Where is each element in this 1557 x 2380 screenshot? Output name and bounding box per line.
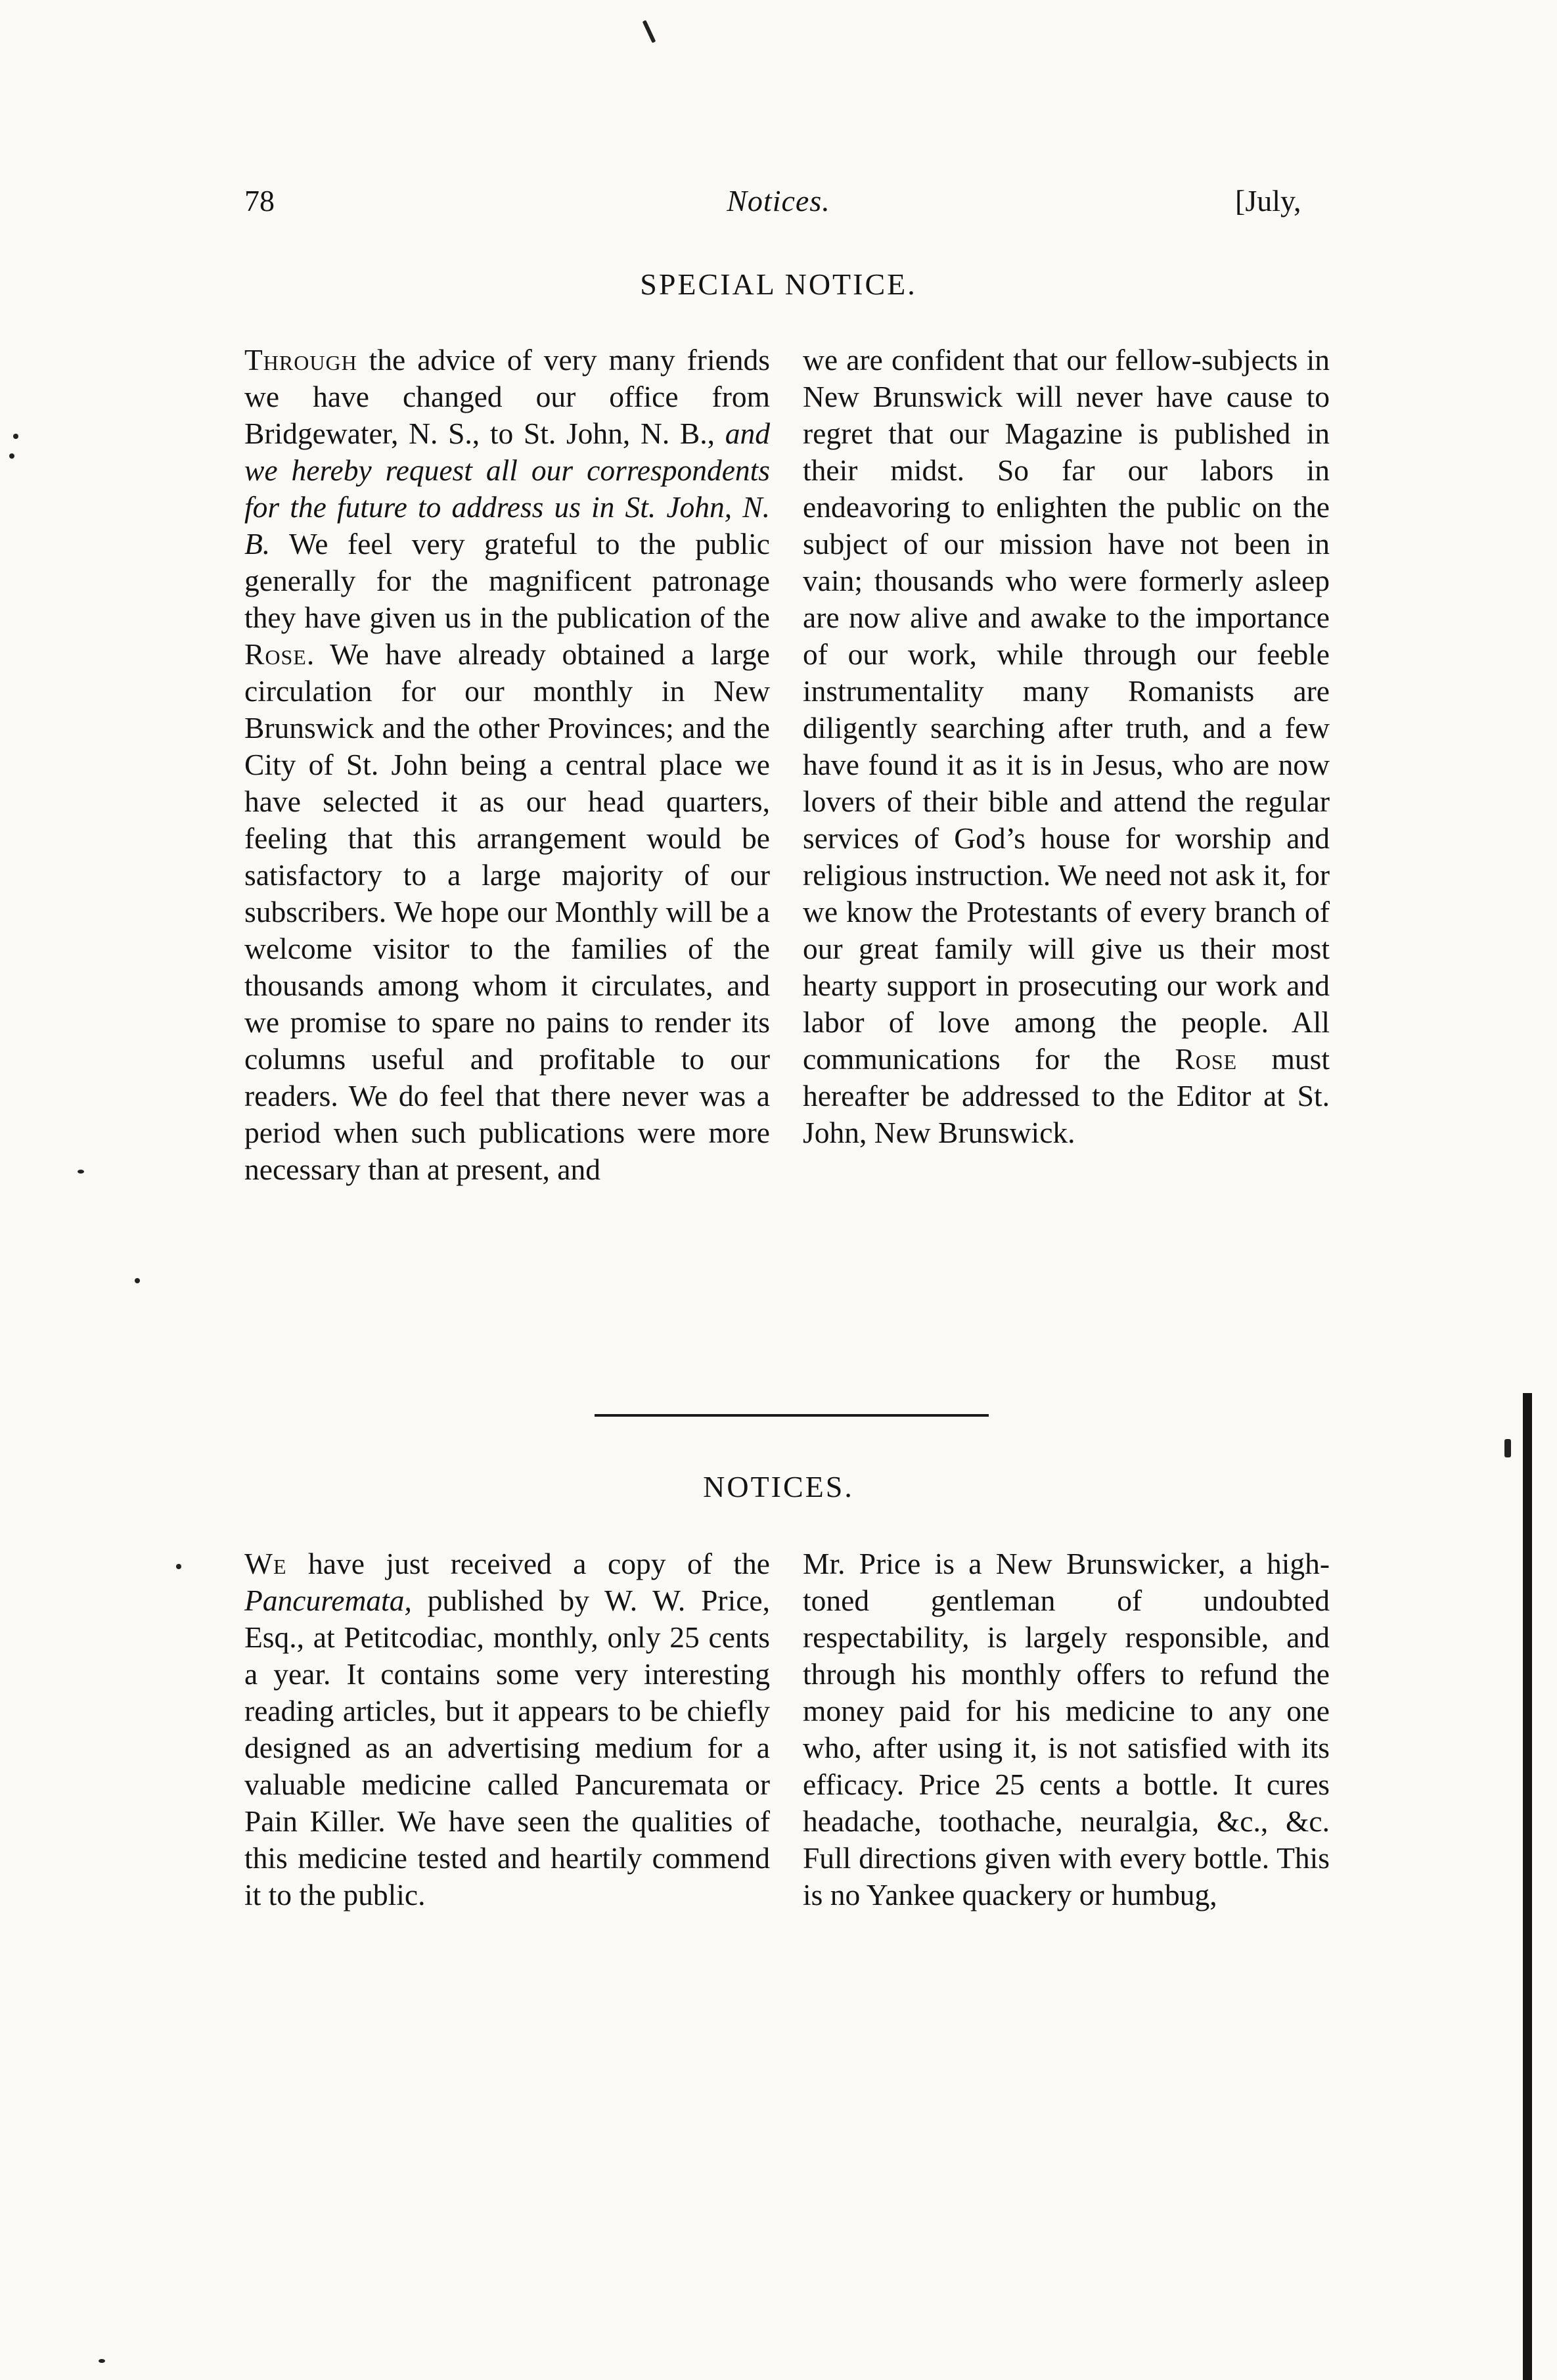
special-notice-title: SPECIAL NOTICE. bbox=[640, 267, 917, 301]
scan-speck bbox=[13, 434, 18, 439]
lead-word: We bbox=[244, 1547, 287, 1580]
scan-speck bbox=[643, 20, 656, 43]
notices-right-column bbox=[803, 1545, 1330, 1913]
scan-speck bbox=[135, 1278, 140, 1283]
italic-span: and we hereby request all our correspondents for the future to address us in St. John, N. B. bbox=[244, 417, 770, 561]
binding-shadow bbox=[1523, 1393, 1532, 2380]
scan-speck bbox=[78, 1170, 84, 1174]
text-span: We feel very grateful to the public generally for the magnificent patronage they have given us in the publication of the bbox=[244, 527, 770, 634]
section-divider bbox=[595, 1414, 989, 1417]
scan-speck bbox=[9, 453, 14, 459]
page-number: 78 bbox=[244, 184, 275, 217]
running-title: Notices. bbox=[727, 184, 830, 217]
text-span: Mr. Price is a New Brunswicker, a high-toned gentleman of undoubted respectability, is largely responsible, and through his monthly offers to refund the money paid for his medicine to any one who, after using it, is not satisfied with its efficacy. Price 25 cents a bottle. It cures headache, toothache, neuralgia, &c., &c. Full directions given with every bottle. This is no Yankee quackery or humbug, bbox=[803, 1547, 1330, 1911]
text-span: . We have already obtained a large circulation for our monthly in New Brunswick and the other Provinces; and the City of St. John being a central place we have selected it as our head quarters, feeling that this arrangement would be satisfactory to a large majority of our subscribers. We hope our Monthly will be a welcome visitor to the families of the thousands among whom it circulates, and we promise to spare no pains to render its columns useful and profitable to our readers. We do feel that there never was a period when such publications were more necessary than at present, and bbox=[244, 637, 770, 1186]
special-notice-right-column bbox=[803, 342, 1330, 1151]
lead-word: Through bbox=[244, 343, 357, 377]
scan-speck bbox=[176, 1564, 181, 1569]
text-span: have just received a copy of the bbox=[286, 1547, 770, 1580]
rose-title: Rose bbox=[244, 637, 307, 671]
text-span: we are confident that our fellow-subjects in New Brunswick will never have cause to regret that our Magazine is published in their midst. So far our labors in endeavoring to enlighten the public on the subject of our mission have not been in vain; thousands who were formerly asleep are now alive and awake to the importance of our work, while through our feeble instrumentality many Romanists are diligently searching after truth, and a few have found it as it is in Jesus, who are now lovers of their bible and attend the regular services of God’s house for worship and religious instruction. We need not ask it, for we know the Protestants of every branch of our great family will give us their most hearty support in prosecuting our work and labor of love among the people. All communications for the bbox=[803, 343, 1330, 1076]
special-notice-left-column bbox=[244, 342, 770, 1188]
text-span: published by W. W. Price, Esq., at Petitcodiac, monthly, only 25 cents a year. It contains some very interesting reading articles, but it appears to be chiefly designed as an advertising medium for a valuable medicine called Pancuremata or Pain Killer. We have seen the qualities of this medicine tested and heartily commend it to the public. bbox=[244, 1584, 770, 1911]
notices-right-paragraph bbox=[803, 1545, 1330, 1913]
notices-title: NOTICES. bbox=[703, 1470, 854, 1503]
special-notice-left-paragraph bbox=[244, 342, 770, 1188]
special-notice-right-paragraph bbox=[803, 342, 1330, 1151]
text-span: must hereafter be addressed to the Editor at St. John, New Brunswick. bbox=[803, 1042, 1330, 1149]
scan-speck bbox=[99, 2359, 105, 2363]
scan-speck bbox=[1504, 1439, 1511, 1457]
italic-span: Pancuremata, bbox=[244, 1584, 412, 1617]
notices-left-paragraph bbox=[244, 1545, 770, 1913]
notices-left-column bbox=[244, 1545, 770, 1913]
rose-title: Rose bbox=[1175, 1042, 1238, 1076]
text-span: the advice of very many friends we have changed our office from Bridgewater, N. S., to St. John, N. B., bbox=[244, 343, 770, 450]
running-month: [July, bbox=[1235, 184, 1301, 217]
